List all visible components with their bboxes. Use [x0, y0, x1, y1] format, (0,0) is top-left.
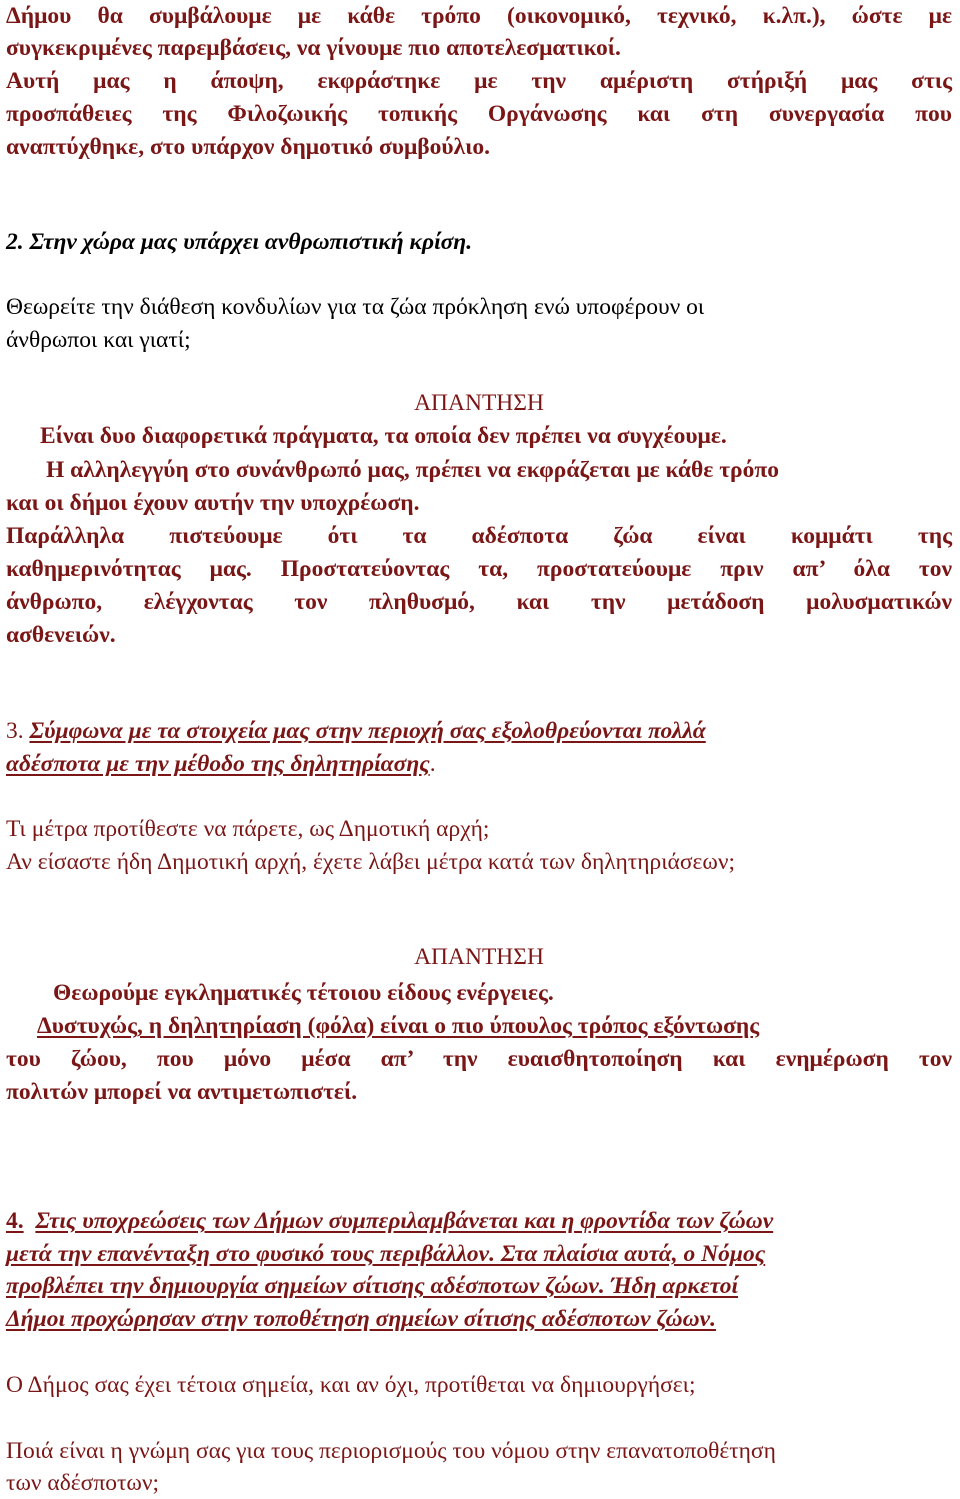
q3-answer-label: ΑΠΑΝΤΗΣΗ — [414, 944, 544, 970]
q2-question-line-2: άνθρωποι και γιατί; — [6, 327, 191, 353]
intro-line-2: συγκεκριμένες παρεμβάσεις, να γίνουμε πιο αποτελεσματικοί. — [6, 35, 621, 61]
q3-number: 3. — [6, 718, 24, 744]
q2-answer-line-7: ασθενειών. — [6, 622, 116, 648]
q3-answer-line-2-text: Δυστυχώς, η δηλητηρίαση (φόλα) είναι ο πιο ύπουλος τρόπος εξόντωσης — [37, 1013, 760, 1039]
intro-line-1: Δήμου θα συμβάλουμε με κάθε τρόπο (οικονομικό, τεχνικό, κ.λπ.), ώστε με — [6, 3, 952, 29]
q2-question-line-1: Θεωρείτε την διάθεση κονδυλίων για τα ζώα πρόκληση ενώ υποφέρουν οι — [6, 294, 705, 320]
q4-heading-line-3: προβλέπει την δημιουργία σημείων σίτισης αδέσποτων ζώων. Ήδη αρκετοί — [6, 1273, 738, 1299]
q2-answer-line-1: Είναι δυο διαφορετικά πράγματα, τα οποία δεν πρέπει να συγχέουμε. — [40, 423, 727, 449]
q4-heading-line-1 — [6, 1205, 952, 1237]
q3-heading-line-1 — [6, 715, 952, 747]
intro-line-3: Αυτή μας η άποψη, εκφράστηκε με την αμέριστη στήριξή μας στις — [6, 68, 952, 94]
q3-heading-line-2 — [6, 748, 952, 780]
q4-heading-line-2: μετά την επανένταξη στο φυσικό τους περιβάλλον. Στα πλαίσια αυτά, ο Νόμος — [6, 1241, 766, 1267]
q3-heading-end: . — [429, 751, 436, 777]
q2-heading: 2. Στην χώρα μας υπάρχει ανθρωπιστική κρίση. — [6, 229, 473, 255]
intro-line-4: προσπάθειες της Φιλοζωικής τοπικής Οργάνωσης και στη συνεργασία που — [6, 101, 952, 127]
q4-number: 4. — [6, 1208, 24, 1234]
q4-question-2-line-2: των αδέσποτων; — [6, 1470, 160, 1496]
q3-answer-line-4: πολιτών μπορεί να αντιμετωπιστεί. — [6, 1079, 358, 1105]
q3-answer-line-1: Θεωρούμε εγκληματικές τέτοιου είδους ενέργειες. — [53, 980, 554, 1006]
q2-answer-line-4: Παράλληλα πιστεύουμε ότι τα αδέσποτα ζώα είναι κομμάτι της — [6, 523, 952, 549]
q2-answer-label: ΑΠΑΝΤΗΣΗ — [414, 390, 544, 416]
intro-line-5: αναπτύχθηκε, στο υπάρχον δημοτικό συμβούλιο. — [6, 134, 491, 160]
q3-question-line-2: Αν είσαστε ήδη Δημοτική αρχή, έχετε λάβει μέτρα κατά των δηλητηριάσεων; — [6, 849, 736, 875]
q3-answer-line-3: του ζώου, που μόνο μέσα απ’ την ευαισθητοποίηση και ενημέρωση τον — [6, 1046, 952, 1072]
q3-answer-line-2 — [37, 1010, 952, 1042]
q4-heading-text-1: Στις υποχρεώσεις των Δήμων συμπεριλαμβάνεται και η φροντίδα των ζώων — [35, 1208, 774, 1234]
q4-question-1: Ο Δήμος σας έχει τέτοια σημεία, και αν όχι, προτίθεται να δημιουργήσει; — [6, 1372, 696, 1398]
q3-question-line-1: Τι μέτρα προτίθεστε να πάρετε, ως Δημοτική αρχή; — [6, 816, 490, 842]
q4-heading-line-4: Δήμοι προχώρησαν στην τοποθέτηση σημείων σίτισης αδέσποτων ζώων. — [6, 1306, 716, 1332]
q2-answer-line-5: καθημερινότητας μας. Προστατεύοντας τα, προστατεύουμε πριν απ’ όλα τον — [6, 556, 952, 582]
q2-answer-line-6: άνθρωπο, ελέγχοντας τον πληθυσμό, και την μετάδοση μολυσματικών — [6, 589, 952, 615]
q4-question-2-line-1: Ποιά είναι η γνώμη σας για τους περιορισμούς του νόμου στην επανατοποθέτηση — [6, 1438, 776, 1464]
q3-heading-text-1: Σύμφωνα με τα στοιχεία μας στην περιοχή σας εξολοθρεύονται πολλά — [29, 718, 706, 744]
q2-answer-line-2: Η αλληλεγγύη στο συνάνθρωπό μας, πρέπει να εκφράζεται με κάθε τρόπο — [46, 457, 780, 483]
q3-heading-text-2: αδέσποτα με την μέθοδο της δηλητηρίασης — [6, 751, 430, 777]
q2-answer-line-3: και οι δήμοι έχουν αυτήν την υποχρέωση. — [6, 490, 420, 516]
